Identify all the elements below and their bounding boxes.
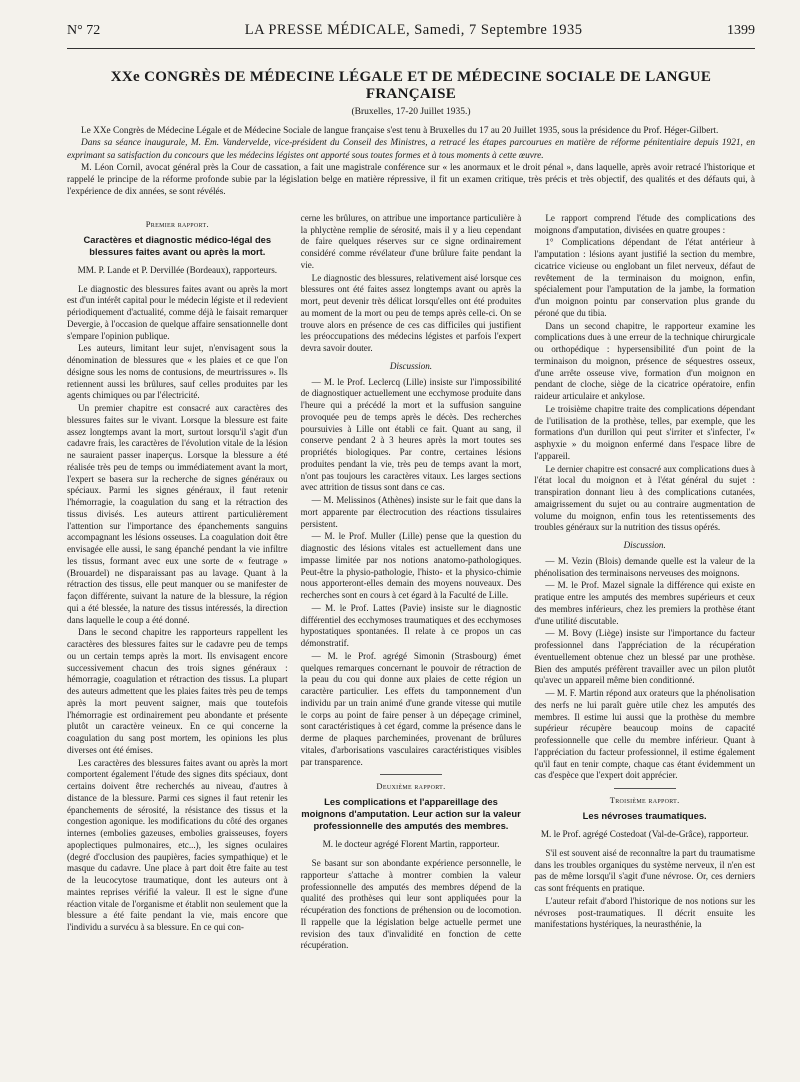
column-3 [534,213,755,953]
paragraph: L'auteur refait d'abord l'historique de nos notions sur les névroses post-traumatiques. Il décrit ensuite les manifestations hystériques, la neurasthénie, la [534,895,755,930]
intro-paragraph: Le XXe Congrès de Médecine Légale et de Médecine Sociale de langue française s'est tenu à Bruxelles du 17 au 20 Juillet 1935, sous la présidence du Prof. Héger-Gilbert. [81,126,719,136]
report-title: Les complications et l'appareillage des moignons d'amputation. Leur action sur la valeur professionnelle des amputés des membres. [301,796,521,832]
intro-paragraph: M. Léon Cornil, avocat général près la Cour de cassation, a fait une magistrale conférence sur « les anormaux et le droit pénal », dans laquelle, après avoir retracé l'historique et rappelé le principe de la réforme profonde subie par la législation belge en matière répressive, il fit un examen critique, très précis et très objectif, des qualités et des défauts qui, à l'expérience de dix années, se sont révélés. [67,162,755,198]
report-authors: M. le Prof. agrégé Costedoat (Val-de-Grâce), rapporteur. [540,828,749,839]
paragraph: Un premier chapitre est consacré aux caractères des blessures faites sur le vivant. Lorsque la blessure est faite assez longtemps avant la mort, surtout lorsqu'il s'agit d'un cadavre frais, les caractères de l'évolution vitale de la lésion ne sauraient passer inaperçus. Lorsque la blessure a été réalisée très peu de temps ou immédiatement avant la mort, l'expert se basera sur la recherche de signes généraux ou spéciaux. Parmi les signes généraux, il faut retenir l'hémorragie, la coagulation du sang et la rétraction des tissus divisés. Les auteurs attirent particulièrement l'attention sur l'importance des épanchements sanguins accompagnant les lésions osseuses. La coagulation doit être envisagée elle aussi, le sang épanché pendant la vie infiltre les tissus, formant avec eux une sorte de « feutrage » (Brouardel) ne disparaissant pas au lavage. Quant à la rétraction des tissus, elle peut manquer ou se manifester de façon différente, suivant la nature de la blessure, la région qui a été blessée, la nature des tissus intéressés, la direction dans laquelle le coup a été donné. [67,403,288,625]
page-number: 1399 [726,23,755,38]
column-2 [301,213,522,953]
running-head [67,0,755,49]
discussion-paragraph: — M. Bovy (Liège) insiste sur l'importance du facteur professionnel dans l'appréciation de la récupération éventuellement obtenue chez un blessé par une prothèse. Bien des amputés préfèrent travailler avec un pilon plutôt qu'avec un appareil même bien conditionné. [534,628,755,686]
discussion-paragraph: — M. F. Martin répond aux orateurs que la phénolisation des nerfs ne lui paraît guère utile chez les amputés des membres. Il estime lui aussi que la prothèse du membre supérieur récupère beaucoup moins de capacité professionnelle que celle du membre inférieur. Quant à l'appréciation du facteur professionnel, il estime également qu'il faut en tenir compte, chaque cas étant évidemment un cas d'espèce que l'expert doit apprécier. [534,688,755,781]
report-title: Caractères et diagnostic médico-légal des blessures faites avant ou après la mort. [83,233,272,257]
paragraph: Les auteurs, limitant leur sujet, n'envisagent sous la dénomination de blessures que « les plaies et ce que l'on désigne sous les noms de contusions, de meurtrissures ». Ils retiennent aussi les brûlures, sauf celles produites par les agents chimiques ou par l'électricité. [67,343,288,401]
paragraph: S'il est souvent aisé de reconnaître la part du traumatisme dans les troubles organiques du système nerveux, il n'en est pas de même lorsqu'il s'agit d'une névrose. Or, ces derniers cas sont fréquents en pratique. [534,847,755,894]
journal-date: LA PRESSE MÉDICALE, Samedi, 7 Septembre 1935 [244,22,583,38]
article-title: XXe CONGRÈS DE MÉDECINE LÉGALE ET DE MÉDECINE SOCIALE DE LANGUE FRANÇAISE [110,69,712,102]
report-authors: MM. P. Lande et P. Dervillée (Bordeaux), rapporteurs. [77,264,278,275]
report-label: Troisième rapport. [609,795,680,806]
section-divider [614,788,676,789]
report-title: Les névroses traumatiques. [582,809,707,821]
paragraph: Le dernier chapitre est consacré aux complications dues à l'état local du moignon et à l'état général du sujet : transpiration donnant lieu à des complications cutanées, amaigrissement du sujet ou au contraire augmentation de volume du moignon, enfin tous les retentissements des troubles généraux sur la nutrition des tissus opérés. [534,463,755,533]
paragraph: Le rapport comprend l'étude des complications des moignons d'amputation, divisées en quatre groupes : [534,212,755,235]
discussion-paragraph: — M. le Prof. Leclercq (Lille) insiste sur l'impossibilité de diagnostiquer actuellement une ecchymose produite dans l'heure qui a précédé la mort et la suffusion sanguine provoquée peu de temps après le décès. Des recherches poursuivies à Lille ont établi ce fait. Quant au sang, il conserve pendant 2 à 3 heures après la mort toutes ses propriétés biologiques. Par contre, certaines lésions produites pendant la vie, très peu de temps avant la mort, n'ont pas toujours les caractères vitaux. Les larges sections avec attrition de tissus sont dans ce cas. [300,376,522,493]
report-label: Deuxième rapport. [376,781,446,792]
discussion-paragraph: — M. le Prof. Mazel signale la différence qui existe en pratique entre les amputés des membres supérieurs et ceux des membres inférieurs, chez les premiers la prothèse étant d'une utilité discutable. [534,580,755,626]
intro-paragraph: Dans sa séance inaugurale, M. Em. Vandervelde, vice-président du Conseil des Ministres, a retracé les étapes parcourues en matière de réforme pénitentiaire depuis 1921, en exprimant sa satisfaction du concours que les médecins légistes ont apporté sous toutes formes et à tous moments à cette œuvre. [67,138,755,161]
discussion-paragraph: — M. Vezin (Blois) demande quelle est la valeur de la phénolisation des terminaisons nerveuses des moignons. [534,555,755,578]
paragraph: Dans le second chapitre les rapporteurs rappellent les caractères des blessures faites sur le cadavre peu de temps ou un certain temps après la mort. Ils envisagent encore successivement chacun des trois signes généraux : hémorragie, coagulation et rétraction des tissus. La plupart des auteurs admettent que les plaies faites très peu de temps après la mort peuvent saigner, mais que toutefois l'hémorragie est ordinairement peu abondante et présente plutôt un caractère veineux. En ce qui concerne la coagulation du sang post mortem, les opinions les plus diverses ont été émises. [67,627,288,755]
section-divider [380,774,442,775]
paragraph: Le diagnostic des blessures faites avant ou après la mort est d'un intérêt capital pour le médecin légiste et il redevient périodiquement d'actualité, comme déjà le faisait remarquer Devergie, à l'occasion de quelque affaire sensationnelle dont s'empare l'opinion publique. [67,283,288,341]
paragraph: Dans un second chapitre, le rapporteur examine les complications dues à une erreur de la technique chirurgicale ou orthopédique : hypersensibilité d'un point de la terminaison du moignon, présence de séquestres osseux, d'une arrête osseuse vive, formation d'un moignon en pendant de cloche, siège de la cicatrice opératoire, enfin raideur articulaire et ankylose. [534,320,755,402]
discussion-paragraph: — M. le Prof. agrégé Simonin (Strasbourg) émet quelques remarques concernant le pouvoir de rétraction de la peau du cou qui donne aux plaies de cette région un caractère particulier. Les effets du tamponnement d'un individu par un train animé d'une grande vitesse qui mutile le corps au point de faire penser à un dépeçage criminel, sont caractéristiques à cet égard, comme la présence dans le derme de plaques parcheminées, provenant de brûlures vitales, d'arborisations vasculaires caractéristiques visibles par transparence. [300,650,522,767]
paragraph: Les caractères des blessures faites avant ou après la mort comportent également l'étude des signes dits spéciaux, dont certains doivent être recherchés au niveau, d'autres à distance de la blessure. Parmi ces signes il faut retenir les épanchements de sérosité, la résistance des tissus et la congestion agonique. les modifications du côté des organes internes (embolies gazeuses, embolies graisseuses, foyers apoplectiques pulmonaires, etc...), les signes oculaires (degré d'occlusion des paupières, facies sympathique) et le masque du cadavre. Une place à part doit être faite au test de la leucocytose traumatique, dont les auteurs ont à maintes reprises vérifié la valeur. Il est le signe d'une réaction vitale de l'organisme et établit non seulement que la blessure a été faite pendant la vie, mais encore que l'individu a survécu à sa blessure. En ce qui con- [67,757,288,933]
paragraph: Le troisième chapitre traite des complications dépendant de l'utilisation de la prothèse, telles, par exemple, que les formations d'un durillon qui peut s'irriter et s'infecter, l'« asphyxie » du moignon enfermé dans l'espace libre de l'appareil. [534,403,755,461]
paragraph: cerne les brûlures, on attribue une importance particulière à la phlyctène remplie de sérosité, mais il y a lieu cependant de faire quelques réserves sur ce signe ordinairement considéré comme révélateur d'une brûlure faite pendant la vie. [300,212,522,270]
discussion-paragraph: — M. le Prof. Lattes (Pavie) insiste sur le diagnostic différentiel des ecchymoses traumatiques et des ecchymoses hypostatiques spontanées. Il relate à ce propos un cas démonstratif. [300,602,522,649]
article-subtitle: (Bruxelles, 17-20 Juillet 1935.) [351,107,471,117]
intro [67,125,755,199]
discussion-paragraph: — M. le Prof. Muller (Lille) pense que la question du diagnostic des lésions vitales est actuellement dans une impasse limitée par nos notions anatomo-pathologiques. Peut-être la physio-pathologie, l'histo- et la physico-chimie nous apporteront-elles demain des moyens nouveaux. Des recherches sont en cours à cet égard à la Faculté de Lille. [300,531,522,601]
report-label: Premier rapport. [145,218,209,229]
discussion-label: Discussion. [389,360,433,371]
paragraph: 1° Complications dépendant de l'état antérieur à l'amputation : lésions ayant justifié la section du membre, cicatrice vicieuse ou englobant un filet nerveux, défaut de revêtement de la terminaison du moignon, enfin, spécialement pour l'amputation de la jambe, la formation d'un moignon pointu par conservation plus grande du péroné que du tibia. [534,237,755,318]
text-columns [67,213,755,953]
paragraph: Se basant sur son abondante expérience personnelle, le rapporteur s'attache à montrer combien la valeur professionnelle des amputés des membres dépend de la qualité des prothèses qui leur sont appliquées pour la récupération des fonctions de préhension ou de locomotion. Il rappelle que la législation belge actuelle permet une revision des taux d'invalidité en fonction de cette récupération. [300,858,522,951]
paragraph: Le diagnostic des blessures, relativement aisé lorsque ces blessures ont été faites assez longtemps avant ou après la mort, peut devenir très délicat lorsqu'elles ont été produites au moment de la mort ou peu de temps après celle-ci. On se trouve alors en présence de ces cas difficiles qui justifient les préoccupations des médecins légistes et parfois l'expert devra savoir douter. [300,272,522,354]
discussion-paragraph: — M. Melissinos (Athènes) insiste sur le fait que dans la mort apparente par électrocution des réactions tissulaires persistent. [300,495,522,529]
issue-number: N° 72 [67,23,101,38]
column-1 [67,213,288,953]
report-authors: M. le docteur agrégé Florent Martin, rapporteur. [322,839,500,850]
discussion-label: Discussion. [623,540,666,551]
